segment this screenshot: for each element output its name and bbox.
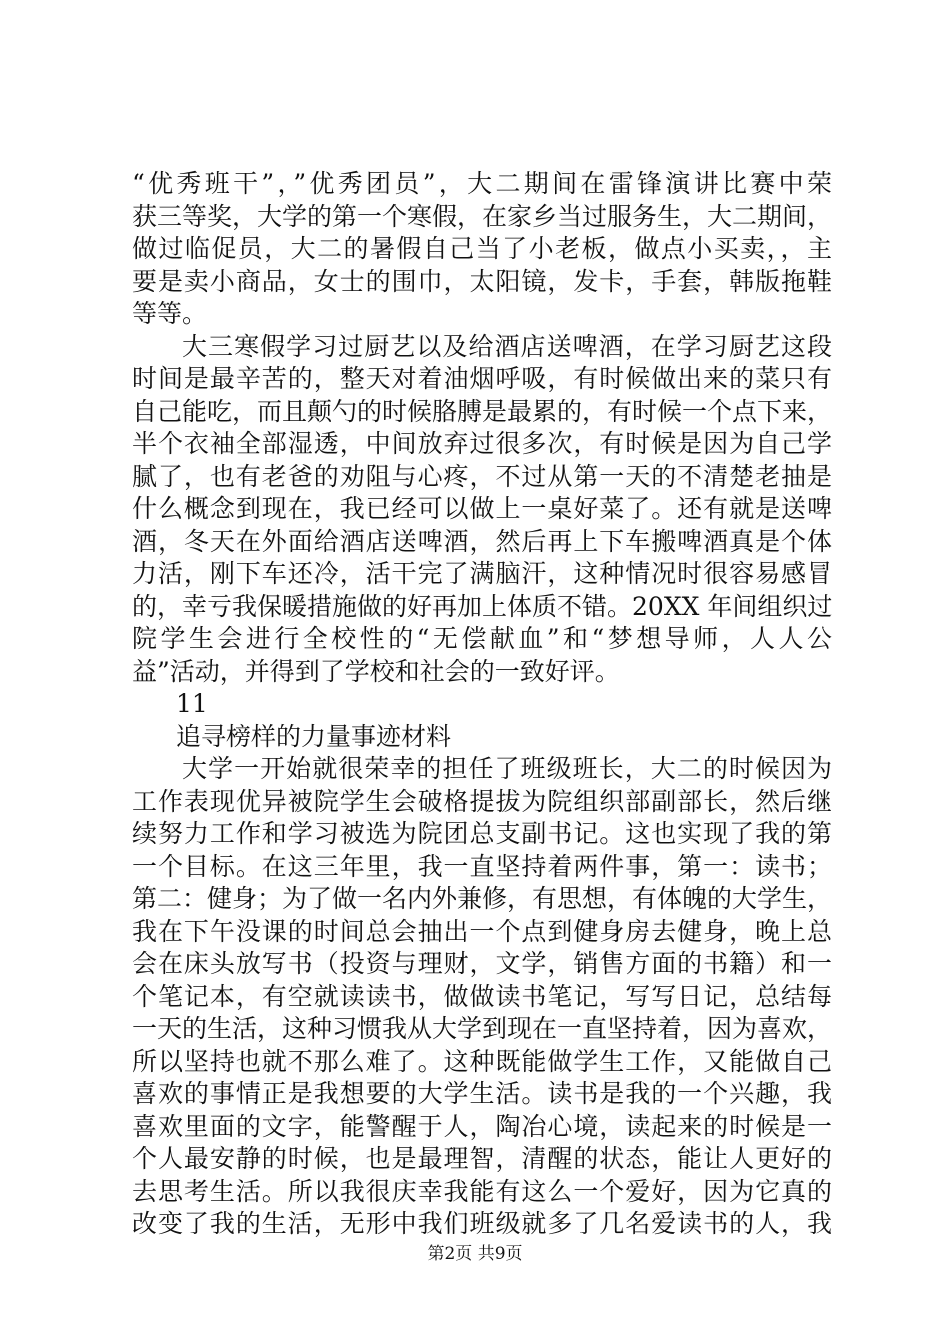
page-indicator: 第2页 共9页: [427, 1244, 523, 1264]
text-line: 工作表现优异被院学生会破格提拔为院组织部副部长，然后继: [132, 786, 832, 816]
text-line: 做过临促员，大二的暑假自己当了小老板，做点小买卖，，主: [132, 234, 832, 263]
text-line: 力活，刚下车还冷，活干完了满脑汗，这种情况时很容易感冒: [132, 559, 832, 588]
page-footer: [0, 1243, 950, 1265]
text-line: 获三等奖，大学的第一个寒假，在家乡当过服务生，大二期间，: [132, 201, 833, 231]
section-title: 追寻榜样的力量事迹材料: [176, 721, 452, 751]
text-line: 自己能吃，而且颠勺的时候胳膊是最累的，有时候一个点下来，: [132, 396, 833, 426]
text-line: “优秀班干”，”优秀团员”，大二期间在雷锋演讲比赛中荣: [132, 169, 832, 198]
text-line: 要是卖小商品，女士的围巾，太阳镜，发卡，手套，韩版拖鞋: [132, 266, 832, 296]
text-line: 酒，冬天在外面给酒店送啤酒，然后再上下车搬啤酒真是个体: [132, 526, 832, 556]
text-line: 时间是最辛苦的，整天对着油烟呼吸，有时候做出来的菜只有: [132, 364, 832, 393]
text-line: 去思考生活。所以我很庆幸我能有这么一个爱好，因为它真的: [132, 1176, 832, 1206]
text-line: 个笔记本，有空就读读书，做做读书笔记，写写日记，总结每: [132, 981, 832, 1011]
text-line: 腻了，也有老爸的劝阻与心疼，不过从第一天的不清楚老抽是: [132, 461, 832, 491]
text-line: 喜欢里面的文字，能警醒于人，陶冶心境，读起来的时候是一: [132, 1111, 832, 1141]
text-line: 一个目标。在这三年里，我一直坚持着两件事，第一：读书；: [132, 851, 832, 881]
document-body: [132, 168, 832, 1241]
text-line: 院学生会进行全校性的“无偿献血”和“梦想导师，人人公: [132, 624, 832, 653]
text-line: 会在床头放写书（投资与理财，文学，销售方面的书籍）和一: [132, 949, 832, 978]
text-line: 什么概念到现在，我已经可以做上一桌好菜了。还有就是送啤: [132, 494, 832, 523]
text-line: 第二：健身；为了做一名内外兼修，有思想，有体魄的大学生，: [132, 884, 833, 913]
text-line: 一天的生活，这种习惯我从大学到现在一直坚持着，因为喜欢，: [132, 1014, 833, 1043]
text-line: 半个衣袖全部湿透，中间放弃过很多次，有时候是因为自己学: [132, 429, 832, 458]
text-line: 等等。: [132, 299, 208, 328]
text-line: 我在下午没课的时间总会抽出一个点到健身房去健身，晚上总: [132, 916, 832, 946]
text-line: 益”活动，并得到了学校和社会的一致好评。: [132, 656, 620, 686]
page-number-marker: 11: [176, 689, 208, 718]
text-line: 大学一开始就很荣幸的担任了班级班长，大二的时候因为: [182, 754, 832, 783]
text-line: 个人最安静的时候，也是最理智，清醒的状态，能让人更好的: [132, 1144, 832, 1173]
text-line: 改变了我的生活，无形中我们班级就多了几名爱读书的人，我: [132, 1209, 832, 1238]
text-line: 所以坚持也就不那么难了。这种既能做学生工作，又能做自己: [132, 1046, 832, 1076]
text-line: 的，幸亏我保暖措施做的好再加上体质不错。20XX 年间组织过: [132, 591, 833, 621]
text-line: 喜欢的事情正是我想要的大学生活。读书是我的一个兴趣，我: [132, 1079, 832, 1108]
text-line: 续努力工作和学习被选为院团总支副书记。这也实现了我的第: [132, 819, 832, 848]
text-line: 大三寒假学习过厨艺以及给酒店送啤酒，在学习厨艺这段: [182, 331, 832, 361]
